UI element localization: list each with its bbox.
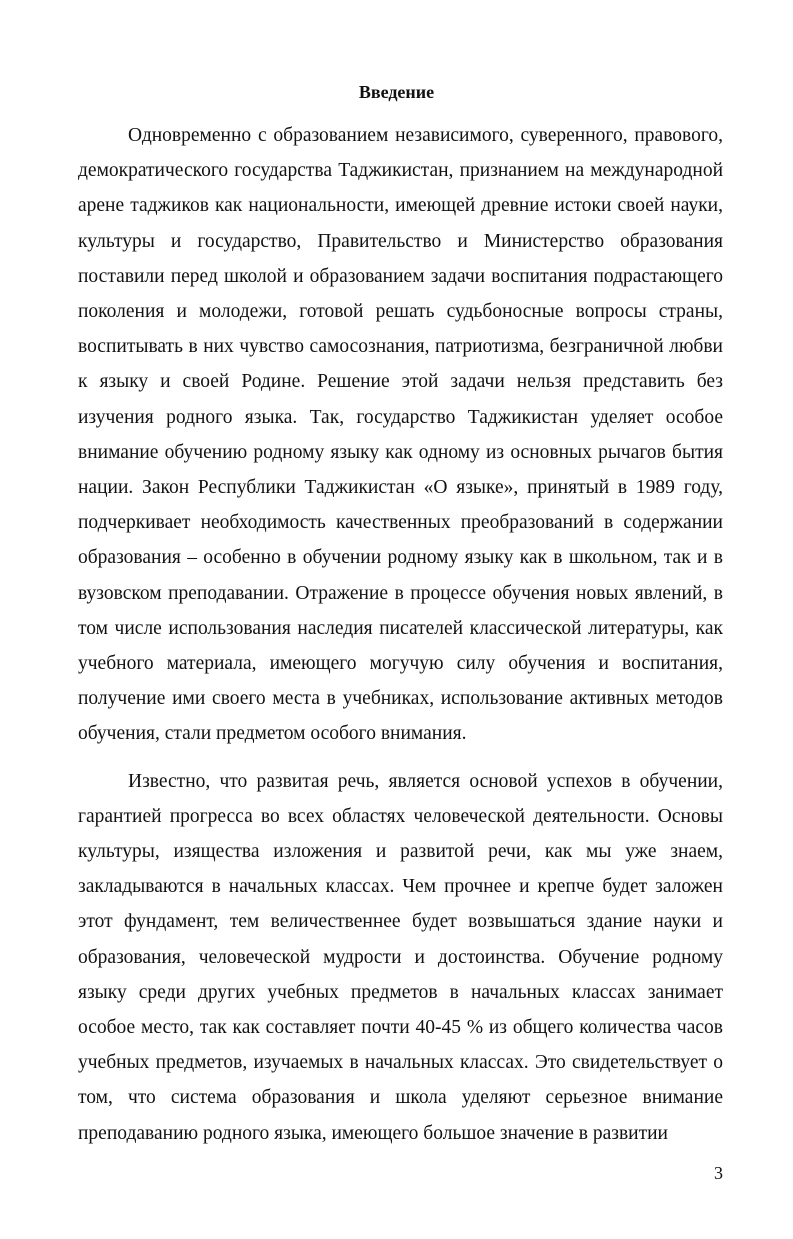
paragraph-2: Известно, что развитая речь, является основой успехов в обучении, гарантией прогресса во всех областях человеческой деятельности. Основы культуры, изящества изложения и развитой речи, как мы уже знаем, закладываются в начальных классах. Чем прочнее и крепче будет заложен этот фундамент, тем величественнее будет возвышаться здание науки и образования, человеческой мудрости и достоинства. Обучение родному языку среди других учебных предметов в начальных классах занимает особое место, так как составляет почти 40-45 % из общего количества часов учебных предметов, изучаемых в начальных классах. Это свидетельствует о том, что система образования и школа уделяют серьезное внимание преподаванию родного языка, имеющего большое значение в развитии: [78, 770, 723, 1144]
page-number: 3: [714, 1163, 723, 1183]
paragraph-1: Одновременно с образованием независимого, суверенного, правового, демократического государства Таджикистан, признанием на международной арене таджиков как национальности, имеющей древние истоки своей науки, культуры и государство, Правительство и Министерство образования поставили перед школой и образованием задачи воспитания подрастающего поколения и молодежи, готовой решать судьбоносные вопросы страны, воспитывать в них чувство самосознания, патриотизма, безграничной любви к языку и своей Родине. Решение этой задачи нельзя представить без изучения родного языка. Так, государство Таджикистан уделяет особое внимание обучению родному языку как одному из основных рычагов бытия нации. Закон Республики Таджикистан «О языке», принятый в 1989 году, подчеркивает необходимость качественных преобразований в содержании образования – особенно в обучении родному языку как в школьном, так и в вузовском преподавании. Отражение в процессе обучения новых явлений, в том числе использования наследия писателей классической литературы, как учебного материала, имеющего могучую силу обучения и воспитания, получение ими своего места в учебниках, использование активных методов обучения, стали предметом особого внимания.: [78, 125, 723, 745]
body-text: [78, 118, 723, 1151]
section-title: Введение: [358, 82, 435, 102]
